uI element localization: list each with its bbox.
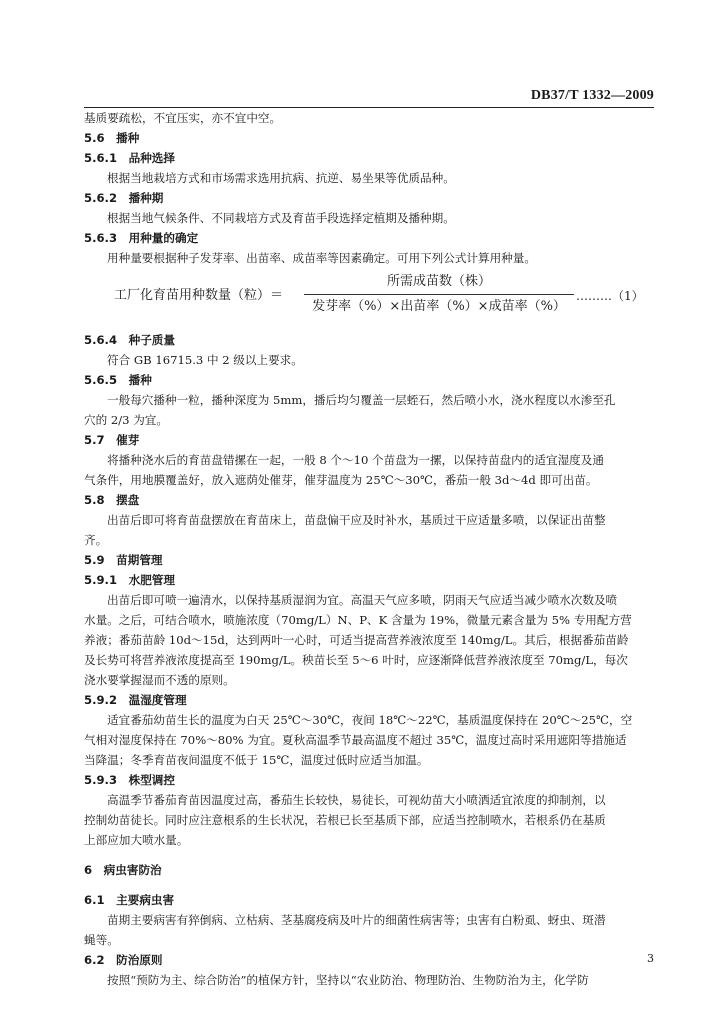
section-heading-5-6-4: 5.6.4 种子质量 (84, 333, 175, 347)
section-heading-5-6-5: 5.6.5 播种 (84, 373, 152, 387)
section-heading-5-6-2: 5.6.2 播种期 (84, 191, 164, 205)
section-heading-5-6-3: 5.6.3 用种量的确定 (84, 231, 199, 245)
paragraph-line: 出苗后即可喷一遍清水，以保持基质湿润为宜。高温天气应多喷，阴雨天气应适当减少喷水次数及喷 (107, 593, 618, 607)
paragraph-line: 高温季节番茄育苗因温度过高，番茄生长较快，易徒长，可视幼苗大小喷洒适宜浓度的抑制剂，以 (107, 793, 606, 807)
section-heading-6: 6 病虫害防治 (84, 863, 162, 877)
paragraph-line: 养液；番茄苗龄 10d～15d，达到两叶一心时，可适当提高营养液浓度至 140mg/L。其后，根据番茄苗龄 (84, 633, 629, 647)
paragraph-line: 穴的 2/3 为宜。 (84, 413, 168, 427)
section-heading-5-6: 5.6 播种 (84, 131, 140, 145)
document-body (84, 108, 654, 990)
paragraph-line: 根据当地栽培方式和市场需求选用抗病、抗逆、易坐果等优质品种。 (107, 171, 455, 185)
paragraph-line: 出苗后即可将育苗盘摆放在育苗床上，苗盘偏干应及时补水，基质过干应适量多喷，以保证出苗整 (107, 513, 606, 527)
paragraph-line: 浇水要掌握湿而不透的原则。 (84, 673, 235, 687)
page-number: 3 (647, 952, 654, 965)
section-heading-5-9-2: 5.9.2 温湿度管理 (84, 693, 187, 707)
paragraph-line: 蝇等。 (84, 933, 119, 947)
paragraph-line: 按照“预防为主、综合防治”的植保方针，坚持以“农业防治、物理防治、生物防治为主，化学防 (107, 973, 589, 987)
section-heading-5-9-3: 5.9.3 株型调控 (84, 773, 175, 787)
formula-fraction (304, 272, 574, 317)
section-heading-5-9: 5.9 苗期管理 (84, 553, 163, 567)
paragraph-line: 用种量要根据种子发芽率、出苗率、成苗率等因素确定。可用下列公式计算用种量。 (107, 251, 536, 265)
section-heading-5-9-1: 5.9.1 水肥管理 (84, 573, 175, 587)
paragraph-line: 根据当地气候条件、不同栽培方式及育苗手段选择定植期及播种期。 (107, 211, 455, 225)
formula-numerator: 所需成苗数（株） (304, 272, 574, 295)
section-heading-5-7: 5.7 催芽 (84, 433, 140, 447)
section-heading-5-8: 5.8 摆盘 (84, 493, 140, 507)
paragraph-line: 气条件，用地膜覆盖好，放入遮荫处催芽，催芽温度为 25℃～30℃，番茄一般 3d～4d 即可出苗。 (84, 473, 598, 487)
paragraph-line: 水量。之后，可结合喷水，喷施浓度（70mg/L）N、P、K 含量为 19%，微量元素含量为 5% 专用配方营 (84, 613, 632, 627)
paragraph-line: 齐。 (84, 533, 108, 547)
standard-code-header: DB37/T 1332—2009 (530, 88, 654, 103)
section-heading-5-6-1: 5.6.1 品种选择 (84, 151, 175, 165)
paragraph-line: 上部应加大喷水量。 (84, 833, 189, 847)
paragraph-line: 符合 GB 16715.3 中 2 级以上要求。 (107, 353, 303, 367)
section-heading-6-1: 6.1 主要病虫害 (84, 893, 175, 907)
formula-equation-number: ………（1） (576, 289, 644, 303)
seed-quantity-formula (84, 272, 654, 322)
paragraph-line: 苗期主要病害有猝倒病、立枯病、茎基腐疫病及叶片的细菌性病害等；虫害有白粉虱、蚜虫、斑潜 (107, 913, 606, 927)
paragraph-line: 控制幼苗徒长。同时应注意根系的生长状况，若根已长至基质下部，应适当控制喷水，若根系仍在基质 (84, 813, 606, 827)
paragraph-line: 将播种浇水后的育苗盘错摞在一起，一般 8 个～10 个苗盘为一摞，以保持苗盘内的适宜湿度及通 (107, 453, 604, 467)
formula-denominator: 发芽率（%）×出苗率（%）×成苗率（%） (312, 299, 566, 314)
paragraph-line: 及长势可将营养液浓度提高至 190mg/L。秧苗长至 5～6 叶时，应逐渐降低营养液浓度至 70mg/L，每次 (84, 653, 628, 667)
paragraph-line: 当降温；冬季育苗夜间温度不低于 15℃，温度过低时应适当加温。 (84, 753, 429, 767)
paragraph-line: 基质要疏松，不宜压实，亦不宜中空。 (84, 111, 282, 125)
section-heading-6-2: 6.2 防治原则 (84, 953, 163, 967)
paragraph-line: 一般每穴播种一粒，播种深度为 5mm，播后均匀覆盖一层蛭石，然后喷小水，浇水程度以水渗至孔 (107, 393, 616, 407)
paragraph-line: 气相对湿度保持在 70%～80% 为宜。夏秋高温季节最高温度不超过 35℃，温度过高时采用遮阳等措施适 (84, 733, 627, 747)
formula-lhs: 工厂化育苗用种数量（粒）＝ (114, 288, 284, 303)
paragraph-line: 适宜番茄幼苗生长的温度为白天 25℃～30℃，夜间 18℃～22℃，基质温度保持在 20℃～25℃，空 (107, 713, 633, 727)
